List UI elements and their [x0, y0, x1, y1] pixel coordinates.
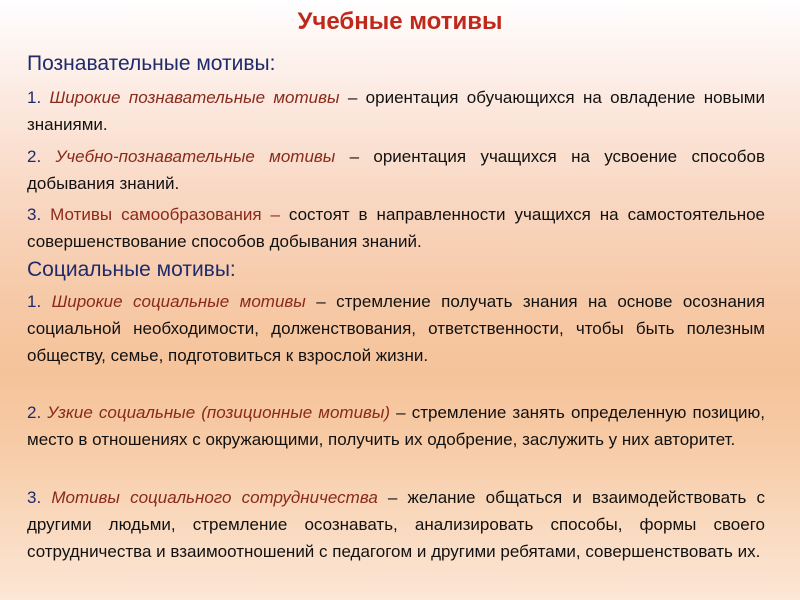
item-term: Узкие социальные (позиционные мотивы): [47, 403, 391, 422]
item-text: – ориентация учащихся на усвоение способов добывания знаний.: [27, 147, 765, 193]
list-item-cognitive-3: [27, 201, 765, 255]
section-heading-cognitive: Познавательные мотивы:: [27, 52, 276, 75]
item-term: Широкие социальные мотивы: [51, 292, 306, 311]
item-term: Мотивы самообразования –: [50, 205, 280, 224]
list-item-cognitive-2: [27, 143, 765, 197]
slide-title: Учебные мотивы: [297, 8, 503, 35]
list-item-social-2: [27, 399, 765, 453]
item-number: 3.: [27, 488, 42, 507]
item-text: – стремление получать знания на основе осознания социальной необходимости, долженствования, ответственности, чтобы быть полезным обществу, семье, подготовиться к взрослой жизни.: [27, 292, 765, 365]
item-number: 1.: [27, 88, 42, 107]
item-text: – стремление занять определенную позицию, место в отношениях с окружающими, получить их одобрение, заслужить у них авторитет.: [27, 403, 765, 449]
section-heading-social: Социальные мотивы:: [27, 258, 236, 281]
list-item-cognitive-1: [27, 84, 765, 138]
item-number: 3.: [27, 205, 42, 224]
list-item-social-1: [27, 288, 765, 369]
item-term: Мотивы социального сотрудничества: [51, 488, 378, 507]
item-number: 2.: [27, 403, 42, 422]
item-term: Учебно-познавательные мотивы: [55, 147, 336, 166]
list-item-social-3: [27, 484, 765, 565]
item-term: Широкие познавательные мотивы: [49, 88, 340, 107]
item-text: – ориентация обучающихся на овладение новыми знаниями.: [27, 88, 765, 134]
item-number: 1.: [27, 292, 42, 311]
item-number: 2.: [27, 147, 42, 166]
item-text: состоят в направленности учащихся на самостоятельное совершенствование способов добывания знаний.: [27, 205, 765, 251]
item-text: – желание общаться и взаимодействовать с другими людьми, стремление осознавать, анализировать способы, формы своего сотрудничества и взаимоотношений с педагогом и другими ребятами, совершенствовать их.: [27, 488, 765, 561]
